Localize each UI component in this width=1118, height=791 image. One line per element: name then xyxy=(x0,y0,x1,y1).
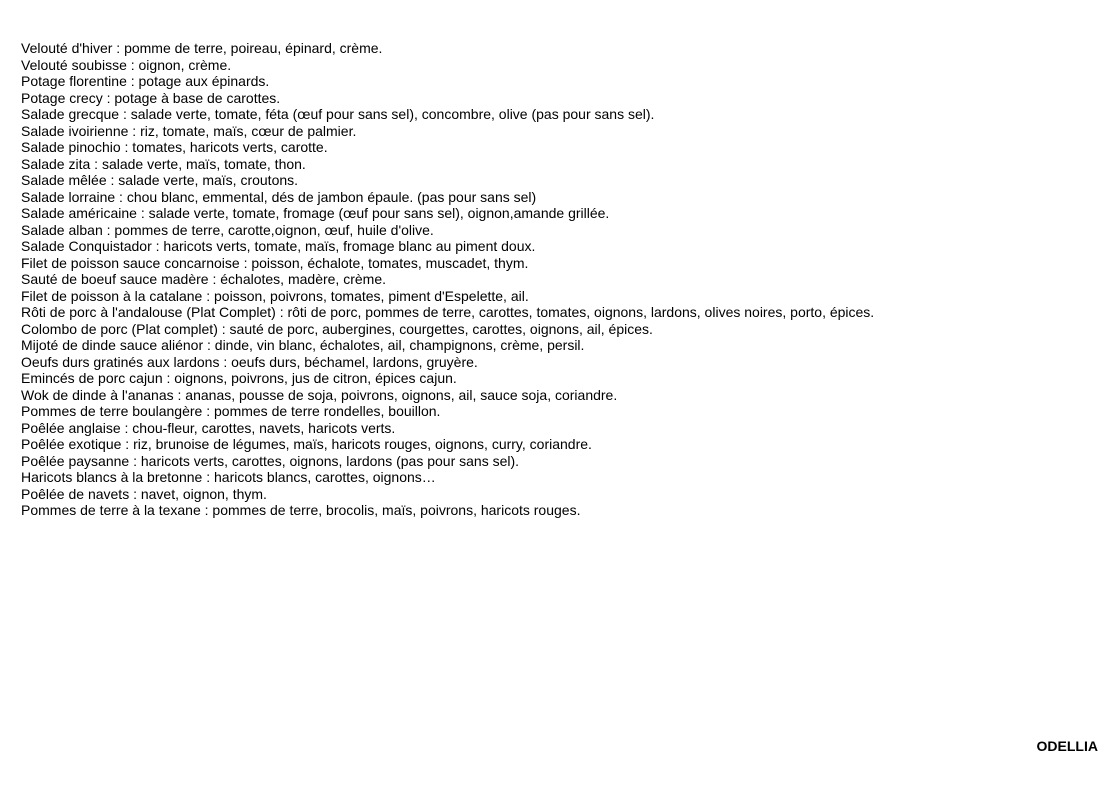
recipe-line: Salade zita : salade verte, maïs, tomate, thon. xyxy=(21,155,306,172)
recipe-line: Mijoté de dinde sauce aliénor : dinde, vin blanc, échalotes, ail, champignons, crème, persil. xyxy=(21,337,585,353)
recipe-line: Filet de poisson à la catalane : poisson, poivrons, tomates, piment d'Espelette, ail. xyxy=(21,287,529,304)
recipe-line: Oeufs durs gratinés aux lardons : oeufs durs, béchamel, lardons, gruyère. xyxy=(21,353,478,370)
recipe-line: Salade Conquistador : haricots verts, tomate, maïs, fromage blanc au piment doux. xyxy=(21,238,536,254)
recipe-line: Poêlée anglaise : chou-fleur, carottes, navets, haricots verts. xyxy=(21,419,396,436)
recipe-line: Pommes de terre à la texane : pommes de terre, brocolis, maïs, poivrons, haricots rouges. xyxy=(21,502,581,518)
recipe-line: Potage crecy : potage à base de carottes. xyxy=(21,89,281,106)
recipe-line: Colombo de porc (Plat complet) : sauté de porc, aubergines, courgettes, carottes, oignons, ail, épices. xyxy=(21,320,653,337)
recipe-line: Poêlée de navets : navet, oignon, thym. xyxy=(21,485,267,502)
footer-brand-name: ODELLIA xyxy=(1036,738,1098,754)
recipe-line: Sauté de boeuf sauce madère : échalotes, madère, crème. xyxy=(21,271,386,287)
recipe-line: Rôti de porc à l'andalouse (Plat Complet) : rôti de porc, pommes de terre, carottes, tomates, oignons, lardons, olives noires, porto, épices. xyxy=(21,304,875,320)
recipe-line: Potage florentine : potage aux épinards. xyxy=(21,73,270,89)
recipe-line: Salade américaine : salade verte, tomate, fromage (œuf pour sans sel), oignon,amande grillée. xyxy=(21,205,610,221)
recipe-line: Wok de dinde à l'ananas : ananas, pousse de soja, poivrons, oignons, ail, sauce soja, coriandre. xyxy=(21,386,618,403)
recipe-line: Poêlée paysanne : haricots verts, carottes, oignons, lardons (pas pour sans sel). xyxy=(21,452,520,469)
recipe-line: Salade mêlée : salade verte, maïs, croutons. xyxy=(21,172,299,188)
recipe-line: Filet de poisson sauce concarnoise : poisson, échalote, tomates, muscadet, thym. xyxy=(21,254,529,271)
recipe-line: Poêlée exotique : riz, brunoise de légumes, maïs, haricots rouges, oignons, curry, coriandre. xyxy=(21,436,592,452)
recipe-line: Salade ivoirienne : riz, tomate, maïs, cœur de palmier. xyxy=(21,122,357,139)
recipe-line: Velouté soubisse : oignon, crème. xyxy=(21,56,232,73)
recipe-line: Salade grecque : salade verte, tomate, féta (œuf pour sans sel), concombre, olive (pas pour sans sel). xyxy=(21,106,655,122)
recipe-line: Pommes de terre boulangère : pommes de terre rondelles, bouillon. xyxy=(21,403,441,419)
recipe-line: Emincés de porc cajun : oignons, poivrons, jus de citron, épices cajun. xyxy=(21,370,457,386)
recipe-line: Velouté d'hiver : pomme de terre, poireau, épinard, crème. xyxy=(21,40,383,56)
recipe-list xyxy=(21,40,874,519)
recipe-line: Salade pinochio : tomates, haricots verts, carotte. xyxy=(21,139,328,155)
recipe-line: Salade alban : pommes de terre, carotte,oignon, œuf, huile d'olive. xyxy=(21,221,434,238)
recipe-line: Haricots blancs à la bretonne : haricots blancs, carottes, oignons… xyxy=(21,469,436,485)
recipe-line: Salade lorraine : chou blanc, emmental, dés de jambon épaule. (pas pour sans sel) xyxy=(21,188,537,205)
